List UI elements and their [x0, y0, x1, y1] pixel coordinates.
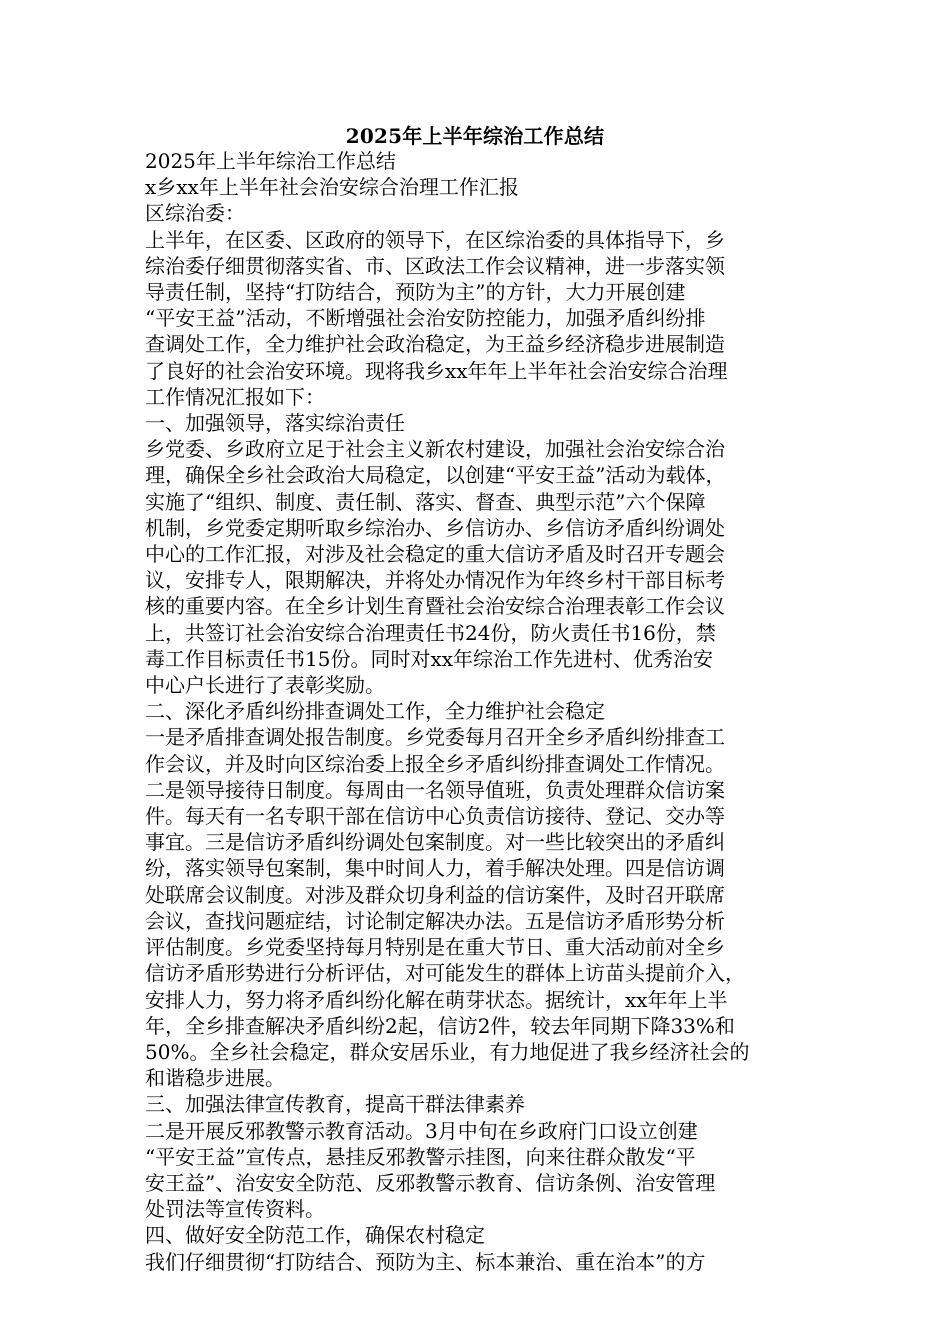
text-line: 我们仔细贯彻“打防结合、预防为主、标本兼治、重在治本”的方: [145, 1249, 706, 1274]
text-line: 会议，查找问题症结，讨论制定解决办法。五是信访矛盾形势分析: [145, 908, 725, 933]
text-line: 二是领导接待日制度。每周由一名领导值班，负责处理群众信访案: [145, 777, 725, 802]
text-line: 理，确保全乡社会政治大局稳定，以创建“平安王益”活动为载体，: [145, 463, 726, 488]
text-line: 工作情况汇报如下：: [145, 384, 325, 409]
text-line: 导责任制，坚持“打防结合，预防为主”的方针，大力开展创建: [145, 280, 686, 305]
text-line: 处罚法等宣传资料。: [145, 1197, 325, 1222]
text-line: 乡党委、乡政府立足于社会主义新农村建设，加强社会治安综合治: [145, 437, 725, 462]
text-line: 评估制度。乡党委坚持每月特别是在重大节日、重大活动前对全乡: [145, 935, 725, 960]
text-line: 机制，乡党委定期听取乡综治办、乡信访办、乡信访矛盾纠纷调处: [145, 515, 725, 540]
text-line: 处联席会议制度。对涉及群众切身利益的信访案件，及时召开联席: [145, 882, 725, 907]
text-line: 实施了“组织、制度、责任制、落实、督查、典型示范”六个保障: [145, 489, 706, 514]
text-line: 综治委仔细贯彻落实省、市、区政法工作会议精神，进一步落实领: [145, 253, 725, 278]
text-line: 一、加强领导，落实综治责任: [145, 411, 405, 436]
text-line: x乡xx年上半年社会治安综合治理工作汇报: [145, 175, 519, 200]
text-line: 安王益”、治安安全防范、反邪教警示教育、信访条例、治安管理: [145, 1170, 716, 1195]
text-line: 和谐稳步进展。: [145, 1066, 285, 1091]
text-line: 四、做好安全防范工作，确保农村稳定: [145, 1223, 485, 1248]
text-line: 毒工作目标责任书15份。同时对xx年综治工作先进村、优秀治安: [145, 646, 714, 671]
text-line: 二、深化矛盾纠纷排查调处工作，全力维护社会稳定: [145, 699, 605, 724]
text-line: 区综治委：: [145, 201, 245, 226]
text-line: 中心的工作汇报，对涉及社会稳定的重大信访矛盾及时召开专题会: [145, 542, 725, 567]
text-line: 中心户长进行了表彰奖励。: [145, 673, 385, 698]
text-line: 年，全乡排查解决矛盾纠纷2起，信访2件，较去年同期下降33%和: [145, 1013, 735, 1038]
text-line: 查调处工作，全力维护社会政治稳定，为王益乡经济稳步进展制造: [145, 332, 725, 357]
text-line: 纷，落实领导包案制，集中时间人力，着手解决处理。四是信访调: [145, 856, 725, 881]
document-body: [145, 148, 805, 1275]
text-line: 了良好的社会治安环境。现将我乡xx年年上半年社会治安综合治理: [145, 358, 728, 383]
text-line: 2025年上半年综治工作总结: [145, 149, 396, 173]
text-line: “平安王益”宣传点，悬挂反邪教警示挂图，向来往群众散发“平: [145, 1144, 696, 1169]
text-line: “平安王益”活动，不断增强社会治安防控能力，加强矛盾纠纷排: [145, 306, 706, 331]
document-title: 2025年上半年综治工作总结: [345, 124, 605, 148]
text-line: 三、加强法律宣传教育，提高干群法律素养: [145, 1092, 525, 1117]
text-line: 议，安排专人，限期解决，并将处办情况作为年终乡村干部目标考: [145, 568, 725, 593]
text-line: 一是矛盾排查调处报告制度。乡党委每月召开全乡矛盾纠纷排查工: [145, 725, 725, 750]
text-line: 件。每天有一名专职干部在信访中心负责信访接待、登记、交办等: [145, 804, 725, 829]
text-line: 事宜。三是信访矛盾纠纷调处包案制度。对一些比较突出的矛盾纠: [145, 830, 725, 855]
text-line: 信访矛盾形势进行分析评估，对可能发生的群体上访苗头提前介入，: [145, 961, 745, 986]
text-line: 上，共签订社会治安综合治理责任书24份，防火责任书16份，禁: [145, 620, 716, 645]
text-line: 50%。全乡社会稳定，群众安居乐业，有力地促进了我乡经济社会的: [145, 1039, 750, 1064]
text-line: 作会议，并及时向区综治委上报全乡矛盾纠纷排查调处工作情况。: [145, 751, 725, 776]
text-line: 安排人力，努力将矛盾纠纷化解在萌芽状态。据统计，xx年年上半: [145, 987, 728, 1012]
text-line: 上半年，在区委、区政府的领导下，在区综治委的具体指导下，乡: [145, 227, 725, 252]
text-line: 二是开展反邪教警示教育活动。3月中旬在乡政府门口设立创建: [145, 1118, 698, 1143]
text-line: 核的重要内容。在全乡计划生育暨社会治安综合治理表彰工作会议: [145, 594, 725, 619]
